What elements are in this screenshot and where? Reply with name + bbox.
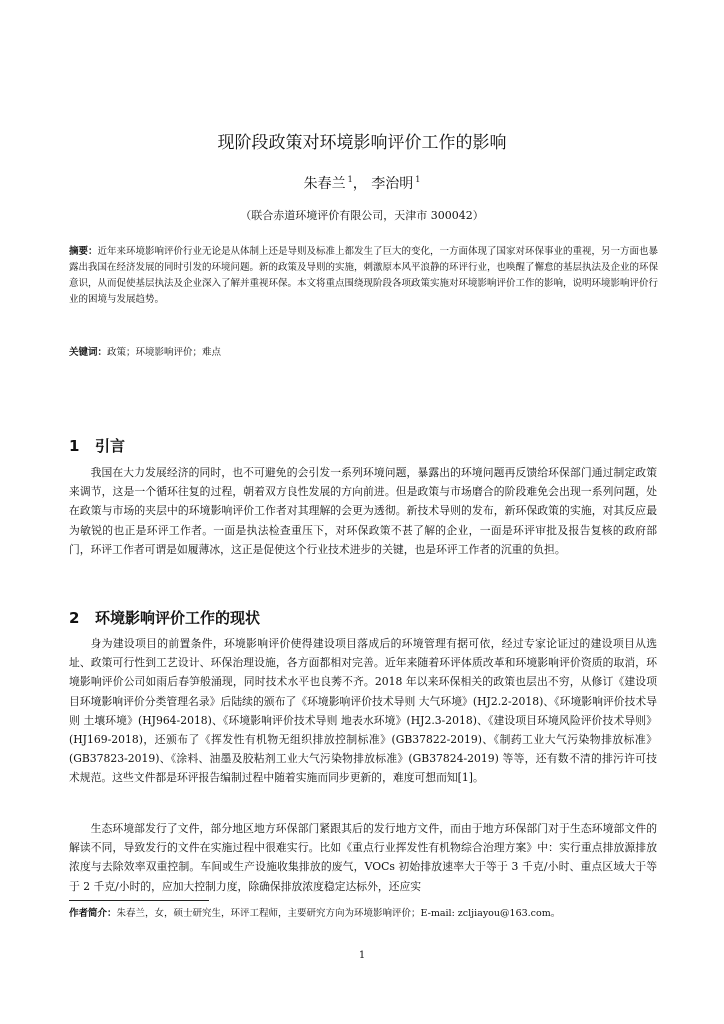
author-name: 朱春兰 (303, 176, 346, 192)
body-paragraph: 身为建设项目的前置条件，环境影响评价使得建设项目落成后的环境管理有据可依，经过专家论证过的建设项目从选址、政策可行性到工艺设计、环保治理设施，各方面都相对完善。近年来随着环评体质改革和环境影响评价资质的取消，环境影响评价公司如雨后春笋般涌现，同时技术水平也良莠不齐。2018 年以来环保相关的政策也层出不穷，从修订《建设项目环境影响评价分类管理名录》后陆续的颁布了《环境影响评价技术导则 大气环境》(HJ2.2-2018)、《环境影响评价技术导则 土壤环境》(HJ964-2018)、《环境影响评价技术导则 地表水环境》(HJ2.3-2018)、《建设项目环境风险评价技术导则》(HJ169-2018)，还颁布了《挥发性有机物无组织排放控制标准》(GB37822-2019)、《制药工业大气污染物排放标准》(GB37823-2019)、《涂料、油墨及胶粘剂工业大气污染物排放标准》(GB37824-2019) 等等，还有数不清的排污许可技术规范。这些文件都是环评报告编制过程中随着实施而同步更新的，难度可想而知[1]。 (69, 637, 657, 785)
section-heading (69, 436, 125, 456)
abstract (69, 244, 659, 308)
author-affiliation-marker: 1 (415, 175, 421, 184)
author-affiliation-marker: 1 (347, 175, 353, 184)
page-number: 1 (358, 950, 366, 961)
keywords (69, 346, 659, 360)
section-number: 1 (69, 437, 80, 455)
author-name: 李治明 (371, 176, 414, 192)
section-heading (69, 608, 260, 628)
footnote-text: 朱春兰，女，硕士研究生，环评工程师，主要研究方向为环境影响评价；E-mail: zcljiayou@163.com。 (116, 908, 561, 919)
keywords-label: 关键词： (69, 347, 108, 358)
abstract-label: 摘要： (69, 246, 98, 257)
affiliation: （联合赤道环境评价有限公司，天津市 300042） (240, 209, 484, 222)
section-title: 引言 (95, 437, 126, 455)
author-line (0, 171, 724, 193)
abstract-text: 近年来环境影响评价行业无论是从体制上还是导则及标准上都发生了巨大的变化，一方面体现了国家对环保事业的重视，另一方面也暴露出我国在经济发展的同时引发的环境问题。新的政策及导则的实施，刺激原本风平浪静的环评行业，也唤醒了懈怠的基层执法及企业的环保意识，从而促使基层执法及企业深入了解并重视环保。本文将重点围绕现阶段各项政策实施对环境影响评价工作的影响，说明环境影响评价行业的困境与发展趋势。 (69, 246, 659, 305)
section-title: 环境影响评价工作的现状 (95, 609, 261, 627)
section-number: 2 (69, 609, 80, 627)
paper-title: 现阶段政策对环境影响评价工作的影响 (217, 133, 507, 153)
body-paragraph: 生态环境部发行了文件，部分地区地方环保部门紧跟其后的发行地方文件，而由于地方环保部门对于生态环境部文件的解读不同，导致发行的文件在实施过程中很难实行。比如《重点行业挥发性有机物综合治理方案》中：实行重点排放源排放浓度与去除效率双重控制。车间或生产设施收集排放的废气，VOCs 初始排放速率大于等于 3 千克/小时、重点区域大于等于 2 千克/小时的，应加大控制力度，除确保排放浓度稳定达标外，还应实 (69, 822, 657, 893)
keywords-text: 政策；环境影响评价；难点 (107, 347, 222, 358)
footnote-divider (69, 900, 209, 901)
body-paragraph: 我国在大力发展经济的同时，也不可避免的会引发一系列环境问题，暴露出的环境问题再反馈给环保部门通过制定政策来调节，这是一个循环往复的过程，朝着双方良性发展的方向前进。但是政策与市场磨合的阶段难免会出现一系列问题，处在政策与市场的夹层中的环境影响评价工作者对其理解的会更为透彻。新技术导则的发布，新环保政策的实施，对其反应最为敏锐的也正是环评工作者。一面是执法检查重压下，对环保政策不甚了解的企业，一面是环评审批及报告复核的政府部门，环评工作者可谓是如履薄冰，这正是促使这个行业技术进步的关键，也是环评工作者的沉重的负担。 (69, 466, 657, 556)
author-footnote (69, 907, 659, 921)
footnote-label: 作者简介： (69, 908, 117, 919)
author-separator: ， (352, 176, 367, 192)
